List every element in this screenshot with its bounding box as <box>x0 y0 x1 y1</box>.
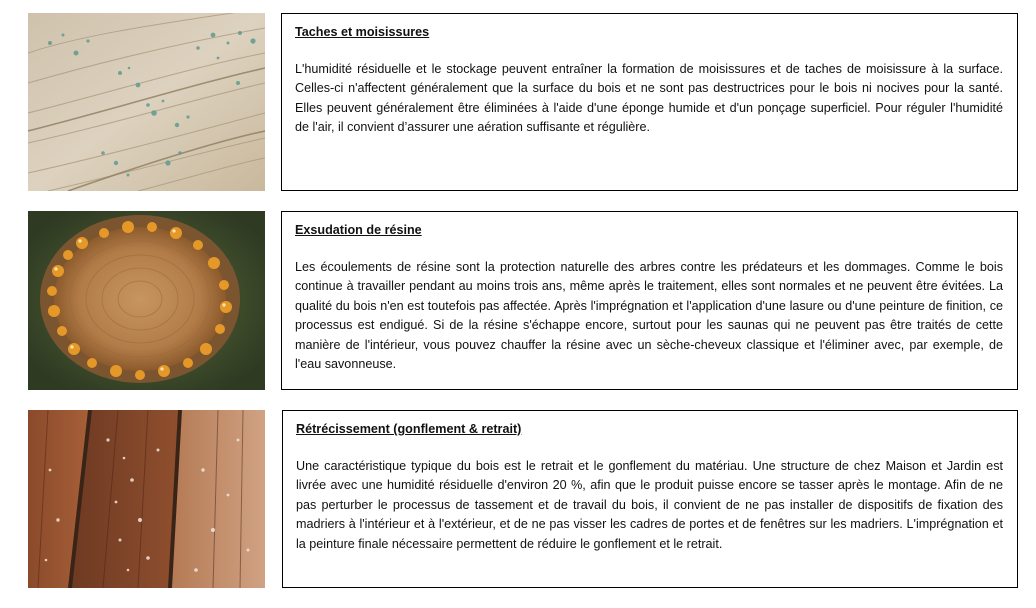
shrinkage-section-title: Rétrécissement (gonflement & retrait) <box>296 422 522 436</box>
shrinkage-section-box <box>282 410 1018 588</box>
mold-section-title: Taches et moisissures <box>295 25 430 39</box>
shrinkage-section-text: Une caractéristique typique du bois est le retrait et le gonflement du matériau. Une structure de chez Maison et Jardin est livrée avec une humidité résiduelle d'environ 20 %, afin que le produit puisse encore se tasser après le montage. Afin de ne pas perturber le processus de tassement et de travail du bois, il convient de ne pas installer de dispositifs de fixation des madriers à l'intérieur et à l'extérieur, et de ne pas visser les cadres de portes et de fenêtres sur les madriers. L'imprégnation et la peinture finale nécessaire permettent de réduire le gonflement et le retrait. <box>296 459 1003 551</box>
mold-section-text: L'humidité résiduelle et le stockage peuvent entraîner la formation de moisissures et de taches de moisissure à la surface. Celles-ci n'affectent généralement que la surface du bois et ne sont pas destructrices pour le bois ni nocives pour la santé. Elles peuvent généralement être éliminées à l'aide d'une éponge humide et d'un ponçage superficiel. Pour réguler l'humidité de l'air, il convient d’assurer une aération suffisante et régulière. <box>295 62 1003 135</box>
resin-section-text: Les écoulements de résine sont la protection naturelle des arbres contre les prédateurs et les dommages. Comme le bois continue à travailler pendant au moins trois ans, même après le traitement, elles sont normales et ne peuvent être évitées. La qualité du bois n'en est toutefois pas affectée. Après l'imprégnation et l'application d'une lasure ou d'une peinture de finition, ce processus est endigué. Si de la résine s'échappe encore, surtout pour les saunas qui ne peuvent pas être traités de cette manière de l'intérieur, vous pouvez chauffer la résine avec un sèche-cheveux classique et l'éliminer avec, par exemple, de l'eau savonneuse. <box>295 260 1003 372</box>
mold-section-box <box>281 13 1018 191</box>
resin-section-title: Exsudation de résine <box>295 223 422 237</box>
resin-on-log-photo <box>28 211 265 390</box>
mold-stained-wood-photo <box>28 13 265 191</box>
resin-section-box <box>281 211 1018 390</box>
wet-wood-planks-photo <box>28 410 265 588</box>
